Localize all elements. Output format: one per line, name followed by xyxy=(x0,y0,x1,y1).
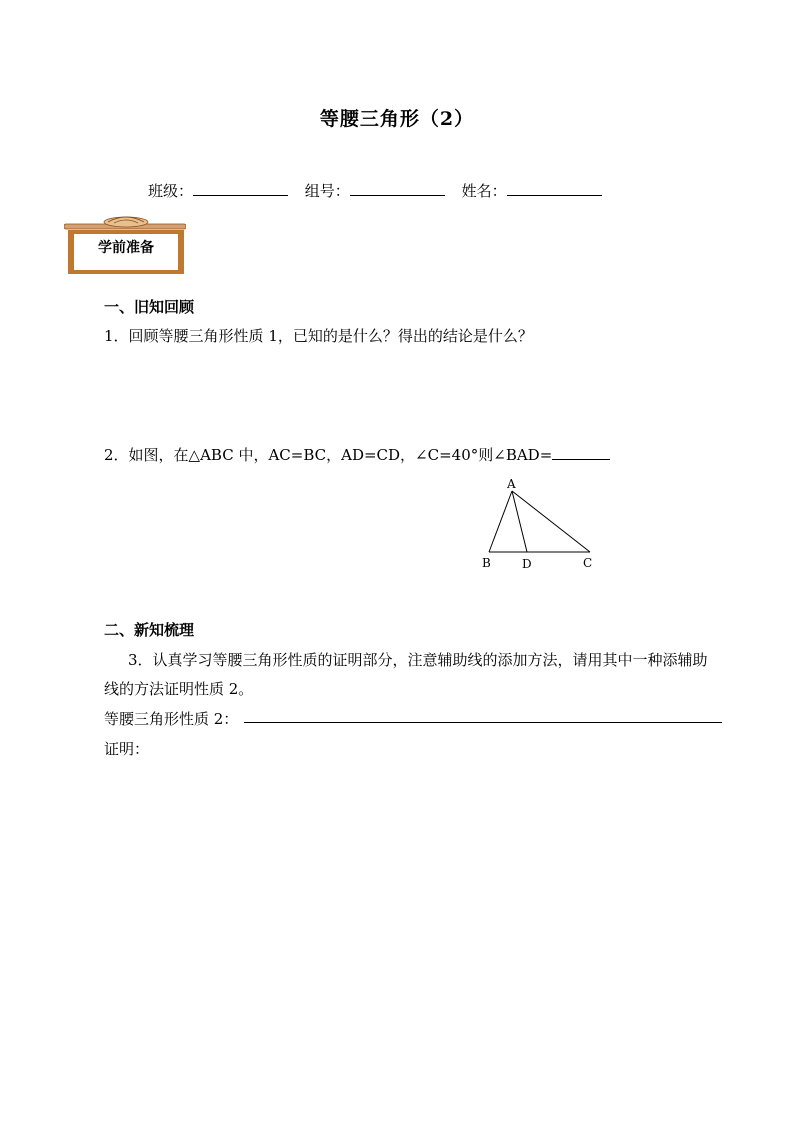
segment-ad xyxy=(512,491,527,552)
name-blank[interactable] xyxy=(507,181,602,196)
label-d: D xyxy=(522,557,532,571)
label-b: B xyxy=(482,556,491,570)
class-label: 班级： xyxy=(148,182,194,200)
question-3-line-2: 线的方法证明性质 2。 xyxy=(104,680,254,698)
property-2-label: 等腰三角形性质 2： xyxy=(104,710,239,728)
section2-heading: 二、新知梳理 xyxy=(104,621,195,639)
segment-ab xyxy=(489,491,512,552)
group-blank[interactable] xyxy=(350,181,445,196)
page-title: 等腰三角形（2） xyxy=(319,108,475,130)
name-field[interactable] xyxy=(462,180,602,201)
question-1: 1．回顾等腰三角形性质 1，已知的是什么？得出的结论是什么？ xyxy=(104,327,533,345)
label-c: C xyxy=(583,556,593,570)
name-label: 姓名： xyxy=(461,182,507,200)
group-label: 组号： xyxy=(304,182,350,200)
segment-ac xyxy=(512,491,590,552)
class-blank[interactable] xyxy=(193,181,288,196)
badge-label: 学前准备 xyxy=(98,240,154,256)
class-field[interactable] xyxy=(148,180,288,201)
property-2-blank[interactable] xyxy=(244,722,722,723)
student-info-row xyxy=(148,180,614,201)
label-a: A xyxy=(507,477,516,491)
proof-label: 证明： xyxy=(104,740,150,758)
group-field[interactable] xyxy=(305,180,445,201)
question-2-text: 2．如图，在△ABC 中，AC=BC，AD=CD，∠C=40°则∠BAD= xyxy=(104,446,553,464)
answer-blank[interactable] xyxy=(552,445,610,460)
question-2 xyxy=(104,444,610,465)
triangle-figure xyxy=(474,474,604,574)
section1-heading: 一、旧知回顾 xyxy=(104,298,195,316)
question-3-line-1: 3．认真学习等腰三角形性质的证明部分，注意辅助线的添加方法，请用其中一种添辅助 xyxy=(128,651,708,669)
